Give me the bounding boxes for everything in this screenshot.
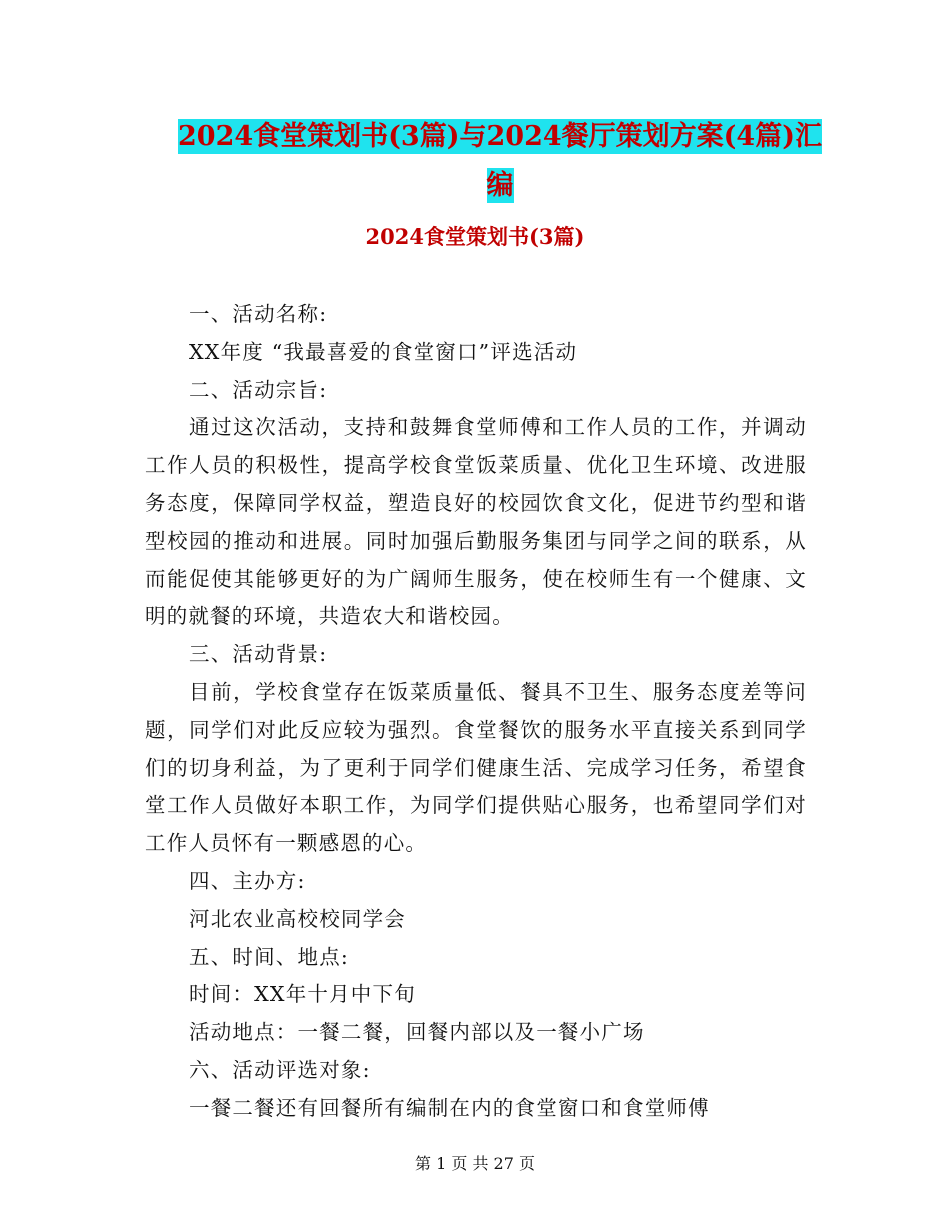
paragraph-time: 时间：XX年十月中下旬 [189,982,416,1007]
paragraph-background: 目前，学校食堂存在饭菜质量低、餐具不卫生、服务态度差等问题，同学们对此反应较为强烈。食堂餐饮的服务水平直接关系到同学们的切身利益，为了更利于同学们健康生活、完成学习任务，希望食堂工作人员做好本职工作，为同学们提供贴心服务，也希望同学们对工作人员怀有一颗感恩的心。 [145,679,807,856]
section-title: 2024食堂策划书(3篇) [365,224,585,249]
title-line-1: 2024食堂策划书(3篇)与2024餐厅策划方案(4篇)汇 [178,121,822,152]
paragraph-purpose: 通过这次活动，支持和鼓舞食堂师傅和工作人员的工作，并调动工作人员的积极性，提高学校食堂饭菜质量、优化卫生环境、改进服务态度，保障同学权益，塑造良好的校园饮食文化，促进节约型和谐型校园的推动和进展。同时加强后勤服务集团与同学之间的联系，从而能促使其能够更好的为广阔师生服务，使在校师生有一个健康、文明的就餐的环境，共造农大和谐校园。 [145,415,807,629]
paragraph-place: 活动地点：一餐二餐，回餐内部以及一餐小广场 [189,1020,645,1045]
title-line-2: 编 [486,170,514,201]
document-title [150,112,850,210]
paragraph-organizer: 河北农业高校校同学会 [189,906,406,931]
page-footer: 第 1 页 共 27 页 [415,1154,535,1173]
heading-background: 三、活动背景: [189,642,328,667]
heading-time-place: 五、时间、地点: [189,944,350,969]
heading-organizer: 四、主办方: [189,868,306,893]
paragraph-targets: 一餐二餐还有回餐所有编制在内的食堂窗口和食堂师傅 [189,1095,710,1120]
document-body [145,296,807,1128]
paragraph-activity-name: XX年度 “我最喜爱的食堂窗口”评选活动 [189,339,578,364]
heading-purpose: 二、活动宗旨: [189,377,328,402]
heading-activity-name: 一、活动名称: [189,302,328,326]
heading-targets: 六、活动评选对象: [189,1057,371,1082]
